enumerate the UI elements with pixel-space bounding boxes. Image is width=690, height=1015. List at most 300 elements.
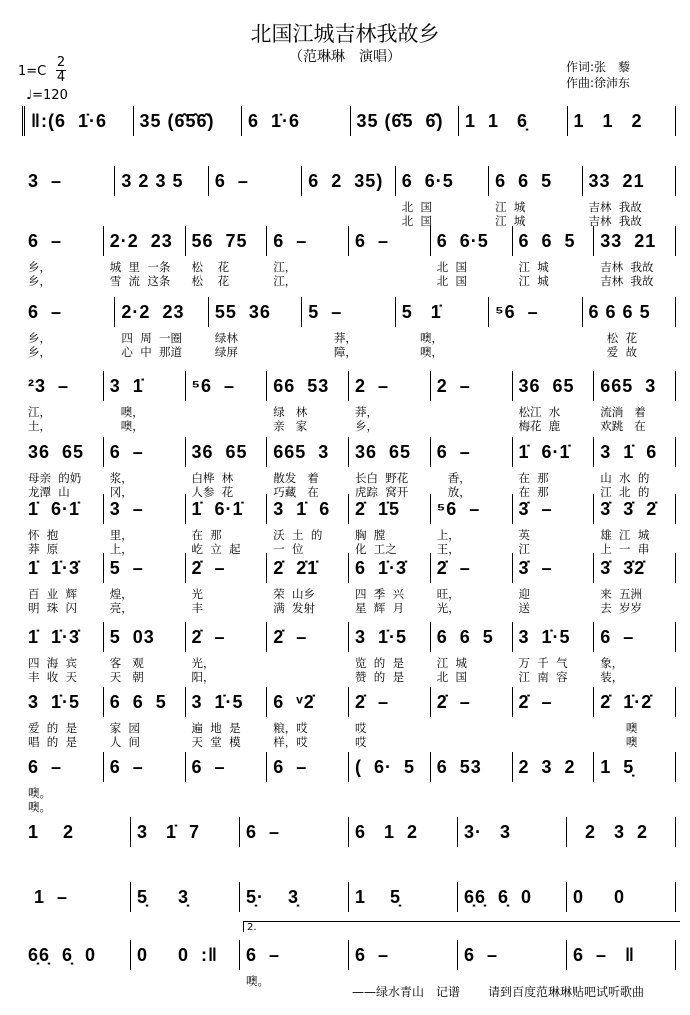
lyric-verse-1: 爱 的 是 — [28, 721, 78, 735]
measure-notes: 3̇ 3̇2̇ — [600, 558, 646, 578]
measure-notes: 5̣ 3̣ — [137, 887, 190, 907]
measure-notes: 2̇ – — [191, 627, 226, 647]
measure — [22, 882, 131, 912]
measure — [513, 371, 595, 433]
measure-notes: 3 1̇·5 — [191, 692, 244, 712]
measure — [349, 752, 431, 782]
measure-notes: 56 75 — [191, 231, 248, 251]
measure — [104, 437, 186, 499]
measure-notes: 1 2 — [28, 822, 75, 842]
measure — [267, 752, 349, 782]
lyric-verse-2: 样，哎 — [273, 735, 308, 749]
lyric-verse-2: 化 工之 — [355, 542, 397, 556]
measure — [349, 882, 458, 912]
staff-system — [22, 687, 676, 749]
measure — [513, 752, 595, 782]
lyric-verse-1: 万 千 气 — [518, 656, 568, 670]
measure — [513, 437, 595, 499]
measure — [22, 553, 104, 615]
measure-notes: 2̇ – — [191, 558, 226, 578]
lyric-verse-2: 雪 流 这条 — [109, 274, 171, 288]
measure-notes: 6 – — [28, 757, 63, 777]
lyric-verse-2: 绿屏 — [214, 345, 238, 359]
measure-notes: 2 – — [355, 376, 390, 396]
measure — [22, 494, 104, 556]
lyric-verse-2: 噢。 — [28, 800, 51, 814]
measure — [209, 297, 302, 359]
lyric-verse-1: 松 花 — [191, 260, 230, 274]
measure — [594, 371, 676, 433]
lyric-verse-1: 迎 — [518, 587, 530, 601]
lyric-verse-2: 明 珠 闪 — [28, 601, 78, 615]
lyric-verse-1: 沃 土 的 — [273, 528, 323, 542]
measure — [594, 622, 676, 684]
lyric-verse-1: 流淌 着 — [600, 405, 646, 419]
measure-notes: 2·2 23 — [109, 231, 173, 251]
lyric-verse-1: 旺， — [436, 587, 460, 601]
measure — [594, 752, 676, 782]
measure — [349, 494, 431, 556]
measure-notes: 6 – — [109, 757, 144, 777]
measure — [240, 882, 349, 912]
staff-system — [22, 437, 676, 499]
measure — [209, 166, 302, 196]
staff-system — [22, 371, 676, 433]
measure-notes: 6 6 5 — [518, 231, 576, 251]
measure-notes: 1̇ 1̇·3̇ — [28, 558, 81, 578]
measure-notes: 6 – — [246, 945, 281, 965]
lyric-verse-2: 赞 的 是 — [355, 670, 405, 684]
measure-notes: 2̇ – — [355, 692, 390, 712]
measure-notes: 6 – — [273, 757, 308, 777]
measure — [431, 494, 513, 556]
measure-notes: 3 1̇ 6 — [600, 442, 658, 462]
measure — [267, 553, 349, 615]
measure — [267, 371, 349, 433]
measure-notes: 1 1 2 — [573, 111, 643, 131]
measure-notes: 6 ᵛ2̇ — [273, 692, 315, 712]
measure-notes: ‖:(6 1̇·6 — [31, 111, 107, 131]
lyric-verse-2: 北 国 — [436, 670, 468, 684]
measure — [115, 166, 208, 196]
measure-notes: 6 – — [436, 442, 471, 462]
measure — [22, 106, 134, 136]
lyric-verse-2: 丰 收 天 — [28, 670, 78, 684]
measure-notes: 5 – — [308, 302, 343, 322]
measure — [186, 226, 268, 288]
lyric-verse-2: 噢， — [401, 345, 443, 359]
measure-notes: 665 3 — [600, 376, 657, 396]
lyric-verse-2: 在 那 — [518, 485, 549, 499]
footer-note: 请到百度范琳琳贴吧试听歌曲 — [488, 985, 645, 999]
measure — [513, 553, 595, 615]
measure — [594, 494, 676, 556]
measure — [22, 437, 104, 499]
measure-notes: 36 65 — [191, 442, 248, 462]
lyric-verse-2: 江 南 容 — [518, 670, 568, 684]
lyric-verse-2: 阳， — [191, 670, 215, 684]
measure — [513, 687, 595, 717]
measure-notes: 5 – — [109, 558, 144, 578]
measure-notes: 2̇ – — [273, 627, 308, 647]
measure-notes: 6̣6̣ 6̣ 0 — [28, 945, 97, 965]
measure — [267, 437, 349, 499]
staff-system — [22, 622, 676, 684]
lyric-verse-2: 放， — [436, 485, 471, 499]
lyric-verse-2: 爱 故 — [588, 345, 638, 359]
lyric-verse-1: 四 周 一圈 — [121, 331, 183, 345]
measure-notes: 6 – ‖ — [573, 945, 635, 965]
measure — [186, 752, 268, 782]
measure-notes: 6 53 — [436, 757, 482, 777]
measure — [186, 622, 268, 684]
lyric-verse-2: 土， — [28, 419, 51, 433]
staff-system — [22, 817, 676, 847]
measure — [240, 817, 349, 847]
measure — [186, 553, 268, 615]
staff-system — [22, 226, 676, 288]
lyric-verse-2: 江 北 的 — [600, 485, 650, 499]
measure-notes: 6 – — [273, 231, 308, 251]
measure-notes: 6 1̇·6 — [248, 111, 301, 131]
measure-notes: 33 21 — [600, 231, 657, 251]
measure — [594, 437, 676, 499]
lyric-verse-2: 吉林 我故 — [600, 274, 654, 288]
lyric-verse-2: 心 中 那道 — [121, 345, 183, 359]
lyric-verse-2: 江 城 — [495, 214, 526, 228]
lyric-verse-2: 屹 立 起 — [191, 542, 241, 556]
measure-notes: ⁵6 – — [495, 302, 539, 322]
measure — [567, 817, 676, 847]
measure — [349, 687, 431, 749]
measure — [396, 166, 489, 228]
measure-notes: 6 – — [464, 945, 499, 965]
lyric-verse-2: 人 间 — [109, 735, 141, 749]
measure — [567, 940, 676, 970]
measure-notes: 3 1̇ — [109, 376, 144, 396]
staff-system — [22, 106, 676, 136]
measure-notes: 2 – — [436, 376, 471, 396]
measure — [22, 817, 131, 847]
lyric-verse-2: 江 城 — [518, 274, 549, 288]
lyric-verse-2: 天 堂 模 — [191, 735, 241, 749]
measure-notes: 3̇ – — [518, 558, 553, 578]
measure-notes: 2 3 2 — [573, 822, 649, 842]
lyric-verse-1: 白桦 林 — [191, 471, 234, 485]
lyric-verse-2: 障， — [308, 345, 357, 359]
staff-system — [22, 297, 676, 359]
measure-notes: 3 1̇ 6 — [273, 499, 331, 519]
measure-notes: 1 5̣ — [600, 757, 635, 777]
measure — [349, 553, 431, 615]
measure — [186, 494, 268, 556]
measure-notes: 0 0 :‖ — [137, 945, 218, 965]
measure — [22, 622, 104, 684]
measure — [568, 106, 677, 136]
lyric-verse-2: 送 — [518, 601, 530, 615]
measure — [104, 371, 186, 433]
measure — [104, 752, 186, 782]
lyric-verse-1: 绿林 — [214, 331, 238, 345]
lyric-verse-1: 松 花 — [588, 331, 638, 345]
lyric-verse-2: 哎 — [355, 735, 367, 749]
measure-notes: 3̇ – — [518, 499, 553, 519]
lyric-verse-1: 浆， — [109, 471, 133, 485]
measure — [431, 553, 513, 615]
measure-notes: 55 36 — [214, 302, 271, 322]
lyric-verse-1: 怀 抱 — [28, 528, 59, 542]
lyric-verse-1: 山 水 的 — [600, 471, 650, 485]
lyric-verse-2: 虎踪 窝开 — [355, 485, 409, 499]
lyric-verse-2: 噢， — [109, 419, 144, 433]
lyric-verse-1: 象， — [600, 656, 624, 670]
song-title: 北国江城吉林我故乡 — [250, 22, 440, 46]
lyric-verse-1: 哎 — [355, 721, 367, 735]
measure — [458, 882, 567, 912]
measure-notes: 2̇ – — [436, 692, 471, 712]
lyric-verse-1: 遍 地 是 — [191, 721, 241, 735]
measure-notes: 3 1̇·5 — [28, 692, 81, 712]
measure — [186, 371, 268, 401]
measure — [22, 166, 115, 196]
lyric-verse-2: 人参 花 — [191, 485, 234, 499]
lyric-verse-2: 星 辉 月 — [355, 601, 405, 615]
lyric-verse-2: 上 一 串 — [600, 542, 650, 556]
lyric-verse-1: 胸 膛 — [355, 528, 386, 542]
measure — [431, 687, 513, 717]
measure-notes: 6 – — [109, 442, 144, 462]
measure — [349, 817, 458, 847]
lyric-verse-1: 噢。 — [246, 974, 269, 988]
staff-system — [22, 882, 676, 912]
measure-notes: 6 – — [246, 822, 281, 842]
lyric-verse-1: 北 国 — [401, 200, 432, 214]
lyric-verse-1: 四 海 宾 — [28, 656, 78, 670]
measure — [302, 166, 395, 196]
lyric-verse-2: 龙潭 山 — [28, 485, 70, 499]
measure-notes: 6 – — [28, 302, 63, 322]
lyric-verse-1: 绿 林 — [273, 405, 308, 419]
lyric-verse-1: 英 — [518, 528, 530, 542]
lyric-verse-2: 莽 原 — [28, 542, 59, 556]
lyric-verse-2: 王， — [436, 542, 460, 556]
measure — [594, 226, 676, 288]
lyric-verse-2: 噢 — [600, 735, 638, 749]
tempo-mark: ♩=120 — [26, 88, 68, 103]
staff-system — [22, 940, 676, 988]
measure — [513, 494, 595, 556]
measure-notes: 6 1 2 — [355, 822, 419, 842]
measure — [431, 226, 513, 288]
lyric-verse-1: 在 那 — [518, 471, 549, 485]
measure — [22, 752, 104, 814]
measure — [267, 687, 349, 749]
lyric-verse-1: 长白 野花 — [355, 471, 409, 485]
staff-system — [22, 494, 676, 556]
meter-bottom: 4 — [56, 70, 66, 85]
measure-notes: 6 6·5 — [401, 171, 454, 191]
measure-notes: 6 6·5 — [436, 231, 489, 251]
lyric-verse-1: 噢， — [109, 405, 144, 419]
measure-notes: 5 1̇ — [401, 302, 442, 322]
measure-notes: 36 65 — [518, 376, 575, 396]
lyric-verse-1: 香， — [436, 471, 471, 485]
lyric-verse-1: 客 观 — [109, 656, 144, 670]
lyricist: 作词:张 藜 — [566, 60, 631, 74]
lyric-verse-2: 天 朝 — [109, 670, 144, 684]
measure — [104, 553, 186, 615]
lyric-verse-1: 览 的 是 — [355, 656, 405, 670]
measure-notes: 6 – — [355, 945, 390, 965]
lyric-verse-1: 母亲 的奶 — [28, 471, 82, 485]
lyric-verse-1: 家 园 — [109, 721, 141, 735]
measure-notes: 2̇ 1̇·2̇ — [600, 692, 653, 712]
lyric-verse-1: 荣 山乡 — [273, 587, 316, 601]
measure-notes: 6 6 6 5 — [588, 302, 651, 322]
lyric-verse-2: 唱 的 是 — [28, 735, 78, 749]
measure-notes: 6 6 5 — [109, 692, 167, 712]
measure — [458, 817, 567, 847]
lyric-verse-1: 松江 水 — [518, 405, 561, 419]
measure-notes: 2·2 23 — [121, 302, 185, 322]
measure — [22, 297, 115, 359]
measure — [489, 297, 582, 327]
measure-notes: 3 2 3 5 — [121, 171, 184, 191]
measure-notes: ( 6· 5 — [355, 757, 416, 777]
measure-notes: 3 – — [109, 499, 144, 519]
staff-system — [22, 752, 676, 814]
measure — [134, 106, 243, 136]
measure — [351, 106, 460, 136]
lyric-verse-1: 来 五洲 — [600, 587, 643, 601]
lyric-verse-1: 江 城 — [518, 260, 549, 274]
lyric-verse-2: 北 国 — [436, 274, 468, 288]
measure-notes: 2̇ 2̇1̇ — [273, 558, 319, 578]
measure-notes: 1 – — [28, 887, 69, 907]
lyric-verse-1: 吉林 我故 — [600, 260, 654, 274]
lyric-verse-1: 乡， — [28, 331, 51, 345]
time-signature — [56, 56, 66, 85]
measure — [489, 166, 582, 228]
measure — [349, 226, 431, 256]
measure — [186, 437, 268, 499]
lyric-verse-2: 冈， — [109, 485, 133, 499]
measure-notes: 1 5̣ — [355, 887, 402, 907]
lyric-verse-2: 光， — [436, 601, 460, 615]
measure — [431, 371, 513, 401]
measure — [131, 817, 240, 847]
measure-notes: 1 1 6̣ — [465, 111, 529, 131]
lyric-verse-2: 吉林 我故 — [588, 214, 642, 228]
lyric-verse-1: 四 季 兴 — [355, 587, 405, 601]
measure-notes: 6̣6̣ 6̣ 0 — [464, 887, 533, 907]
measure-notes: 5 03 — [109, 627, 155, 647]
measure-notes: 3 – — [28, 171, 63, 191]
lyric-verse-2: 去 岁岁 — [600, 601, 643, 615]
measure-notes: 6 6 5 — [495, 171, 553, 191]
lyric-verse-2: 巧藏 在 — [273, 485, 319, 499]
measure — [104, 494, 186, 556]
lyric-verse-1: 光 — [191, 587, 203, 601]
measure-notes: 1̇ 6·1̇ — [518, 442, 571, 462]
measure-notes: 1̇ 6·1̇ — [28, 499, 81, 519]
lyric-verse-1: 粮，哎 — [273, 721, 308, 735]
measure — [22, 940, 131, 970]
lyric-verse-1: 噢 — [600, 721, 638, 735]
measure-notes: 6 6 5 — [436, 627, 494, 647]
lyric-verse-1: 上， — [436, 528, 460, 542]
measure-notes: ⁵6 – — [191, 376, 235, 396]
measure — [349, 940, 458, 970]
lyric-verse-1: 江， — [28, 405, 51, 419]
lyric-verse-1: 噢， — [401, 331, 443, 345]
lyric-verse-1: 城 里 一条 — [109, 260, 171, 274]
measure-notes: 6 – — [191, 757, 226, 777]
measure-notes: 3· 3 — [464, 822, 512, 842]
measure — [104, 687, 186, 749]
meter-top: 2 — [56, 55, 66, 70]
measure-notes: 6 – — [28, 231, 63, 251]
lyric-verse-1: 光， — [191, 656, 215, 670]
measure — [240, 940, 349, 988]
lyric-verse-2: 装， — [600, 670, 624, 684]
measure — [131, 940, 240, 970]
lyric-verse-1: 散发 着 — [273, 471, 319, 485]
measure — [431, 752, 513, 782]
measure — [513, 226, 595, 288]
measure-notes: 2̇ – — [436, 558, 471, 578]
measure-notes: 2 3 2 — [518, 757, 576, 777]
measure — [567, 882, 676, 912]
measure — [513, 622, 595, 684]
measure — [242, 106, 351, 136]
measure — [104, 622, 186, 684]
staff-system — [22, 166, 676, 228]
lyric-verse-2: 一 位 — [273, 542, 304, 556]
performer: （范琳琳 演唱） — [289, 49, 401, 65]
measure — [267, 226, 349, 288]
lyric-verse-2: 丰 — [191, 601, 203, 615]
measure-notes: 3 1̇ 7 — [137, 822, 201, 842]
measure — [396, 297, 489, 359]
lyric-verse-1: 吉林 我故 — [588, 200, 642, 214]
lyric-verse-1: 百 业 辉 — [28, 587, 78, 601]
lyric-verse-1: 在 那 — [191, 528, 222, 542]
measure-notes: 3 1̇·5 — [355, 627, 408, 647]
measure — [431, 437, 513, 499]
measure-notes: 6 – — [600, 627, 635, 647]
measure — [22, 687, 104, 749]
measure — [458, 940, 567, 970]
measure — [459, 106, 568, 136]
lyric-verse-2: 乡， — [28, 274, 51, 288]
measure — [22, 371, 104, 433]
lyric-verse-1: 噢。 — [28, 786, 51, 800]
composer: 作曲:徐沛东 — [566, 76, 631, 90]
measure — [267, 494, 349, 556]
lyric-verse-2: 欢跳 在 — [600, 419, 646, 433]
measure — [349, 437, 431, 499]
lyric-verse-2: 梅花 鹿 — [518, 419, 561, 433]
lyric-verse-1: 莽， — [355, 405, 378, 419]
measure-notes: 6 – — [214, 171, 249, 191]
lyric-verse-2: 江 — [518, 542, 530, 556]
measure-notes: 1̇ 1̇·3̇ — [28, 627, 81, 647]
measure — [22, 226, 104, 288]
volta-bracket: 2. — [243, 921, 680, 932]
measure — [267, 622, 349, 652]
lyric-verse-2: 乡， — [28, 345, 51, 359]
